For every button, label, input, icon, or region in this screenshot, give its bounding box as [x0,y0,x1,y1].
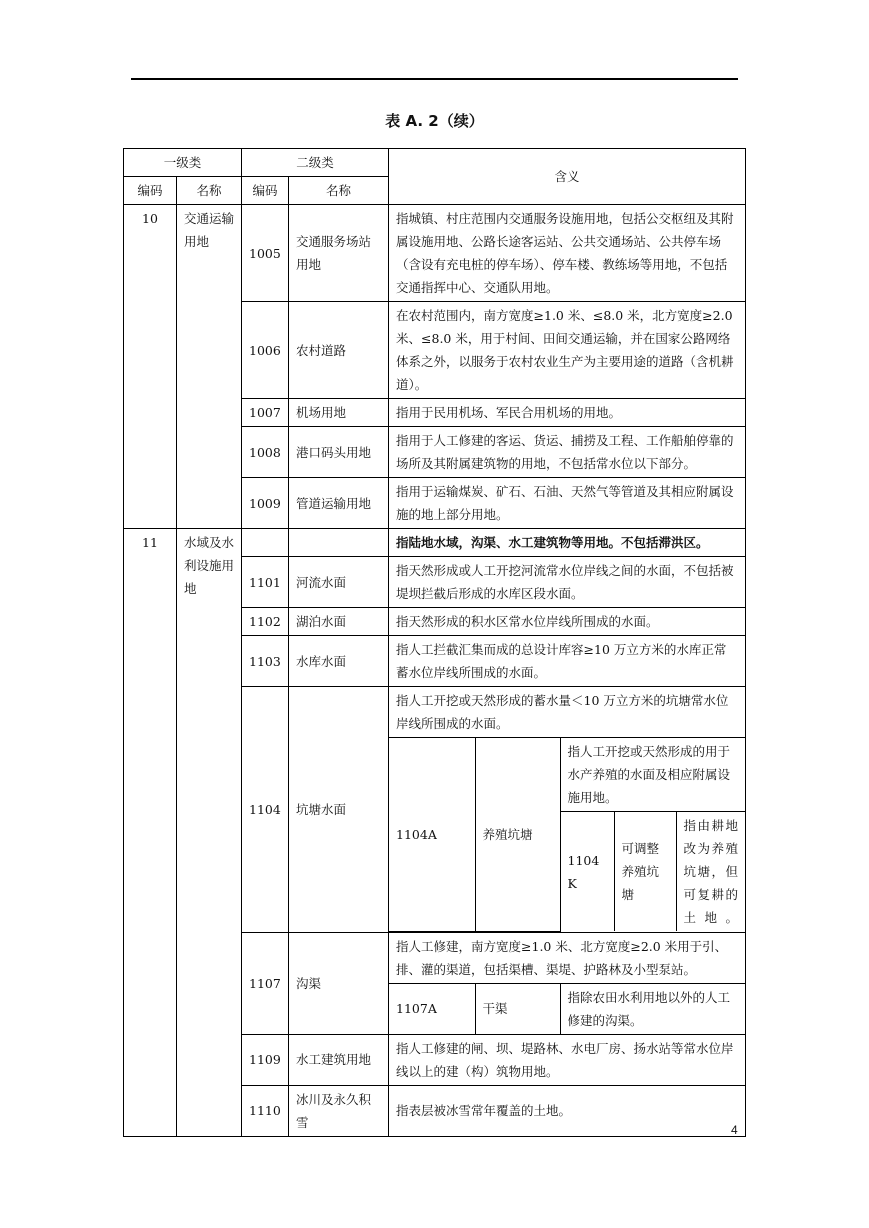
group-code: 10 [124,205,177,529]
row-code: 1107 [242,932,289,1034]
row-desc: 指城镇、村庄范围内交通服务设施用地，包括公交枢纽及其附属设施用地、公路长途客运站、公共交通场站、公共停车场（含设有充电桩的停车场）、停车楼、教练场等用地，不包括交通指挥中心、交通队用地。 [389,205,746,302]
table-row [389,687,745,738]
row-desc: 指用于人工修建的客运、货运、捕捞及工程、工作船舶停靠的场所及其附属建筑物的用地，不包括常水位以下部分。 [389,427,746,478]
row-desc: 指天然形成或人工开挖河流常水位岸线之间的水面，不包括被堤坝拦截后形成的水库区段水面。 [389,557,746,608]
row-code: 1008 [242,427,289,478]
row-name: 坑塘水面 [289,687,389,933]
row-name: 冰川及永久积雪 [289,1085,389,1136]
row-name: 管道运输用地 [289,478,389,529]
subsub-name: 可调整养殖坑塘 [614,812,676,932]
row-name: 河流水面 [289,557,389,608]
row-name: 水工建筑用地 [289,1034,389,1085]
group-intro: 指陆地水域，沟渠、水工建筑物等用地。不包括滞洪区。 [389,529,746,557]
land-use-table [123,148,746,1137]
header-level2: 二级类 [242,149,389,177]
subsub-desc: 指由耕地改为养殖坑塘，但可复耕的土地。 [676,812,745,932]
row-name: 交通服务场站用地 [289,205,389,302]
row-name: 机场用地 [289,399,389,427]
sub-name: 养殖坑塘 [475,738,560,932]
row-code: 1101 [242,557,289,608]
header-level1: 一级类 [124,149,242,177]
sub-code: 1107A [389,983,475,1034]
row-desc: 指用于运输煤炭、矿石、石油、天然气等管道及其相应附属设施的地上部分用地。 [389,478,746,529]
table-title: 表 A. 2（续） [385,112,484,130]
row-code: 1110 [242,1085,289,1136]
group-name: 交通运输用地 [177,205,242,529]
row-desc-nested [389,932,746,1034]
table-row [124,529,746,557]
header-code-1: 编码 [124,177,177,205]
header-name-1: 名称 [177,177,242,205]
row-name: 港口码头用地 [289,427,389,478]
sub-desc: 指人工开挖或天然形成的用于水产养殖的水面及相应附属设施用地。 [560,738,745,812]
sub-code: 1104A [389,738,475,932]
row-name: 沟渠 [289,932,389,1034]
row-desc: 指人工开挖或天然形成的蓄水量＜10 万立方米的坑塘常水位岸线所围成的水面。 [389,687,745,738]
sub-desc: 指除农田水利用地以外的人工修建的沟渠。 [560,983,745,1034]
header-rule [131,78,738,80]
row-desc: 指人工修建的闸、坝、堤路林、水电厂房、扬水站等常水位岸线以上的建（构）筑物用地。 [389,1034,746,1085]
page-number: 4 [731,1123,738,1137]
table-row [389,933,745,984]
header-code-2: 编码 [242,177,289,205]
row-code: 1103 [242,636,289,687]
row-name: 水库水面 [289,636,389,687]
row-desc: 指人工拦截汇集而成的总设计库容≥10 万立方米的水库正常蓄水位岸线所围成的水面。 [389,636,746,687]
row-desc: 在农村范围内，南方宽度≥1.0 米、≤8.0 米，北方宽度≥2.0 米、≤8.0 米，用于村间、田间交通运输，并在国家公路网络体系之外，以服务于农村农业生产为主要用途的道路（含机耕道）。 [389,302,746,399]
row-desc: 指天然形成的积水区常水位岸线所围成的水面。 [389,608,746,636]
row-name-empty [289,529,389,557]
header-row-1 [124,149,746,177]
table-row [389,738,745,812]
group-name: 水域及水利设施用地 [177,529,242,1137]
subclass-table [389,687,745,932]
table-row [389,983,745,1034]
row-code: 1005 [242,205,289,302]
row-code-empty [242,529,289,557]
subsub-code: 1104K [560,812,614,932]
row-desc: 指用于民用机场、军民合用机场的用地。 [389,399,746,427]
row-code: 1104 [242,687,289,933]
row-desc-nested [389,687,746,933]
sub-name: 干渠 [475,983,560,1034]
header-name-2: 名称 [289,177,389,205]
row-code: 1109 [242,1034,289,1085]
row-code: 1007 [242,399,289,427]
row-code: 1102 [242,608,289,636]
header-meaning: 含义 [389,149,746,205]
row-desc: 指表层被冰雪常年覆盖的土地。 [389,1085,746,1136]
subclass-table [389,933,745,1034]
row-code: 1009 [242,478,289,529]
row-desc: 指人工修建，南方宽度≥1.0 米、北方宽度≥2.0 米用于引、排、灌的渠道，包括渠槽、渠堤、护路林及小型泵站。 [389,933,745,984]
row-code: 1006 [242,302,289,399]
row-name: 农村道路 [289,302,389,399]
row-name: 湖泊水面 [289,608,389,636]
table-row [124,205,746,302]
group-code: 11 [124,529,177,1137]
